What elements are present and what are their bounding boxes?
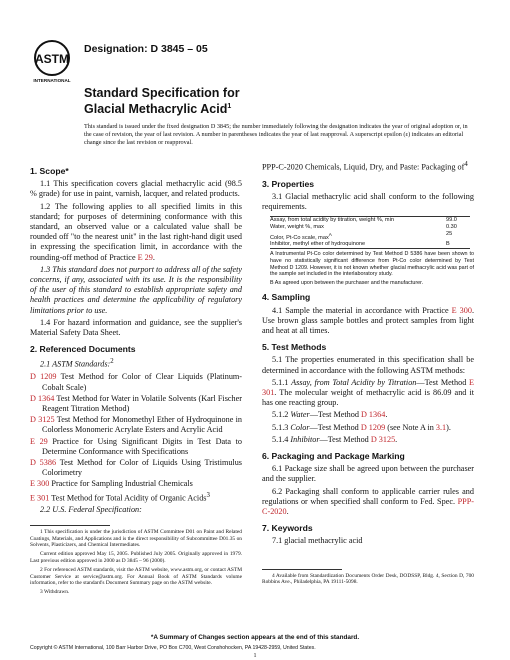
reference-item — [30, 437, 242, 457]
scope-1-3: 1.3 This standard does not purport to address all of the safety concerns, if any, associated with its use. It is the responsibility of the user of this standard to establish appropriate safety and health practices and determine the applicability of regulatory limitations prior to use. — [30, 264, 242, 315]
reference-item — [30, 394, 242, 414]
link-section-3-1[interactable]: 3.1 — [435, 422, 447, 432]
methods-5-1-2: 5.1.2 Water—Test Method D 1364. — [272, 410, 388, 420]
reference-link[interactable]: D 1364 — [30, 393, 55, 403]
properties-heading: 3. Properties — [262, 178, 315, 189]
requirements-table — [270, 216, 470, 250]
test-methods-heading: 5. Test Methods — [262, 342, 327, 353]
svg-text:ASTM: ASTM — [35, 52, 69, 66]
sampling-4-1: 4.1 Sample the material in accordance with Practice E 300. Use brown glass sample bottles and protect samples from light and heat at all times. — [262, 305, 474, 335]
reference-title: Test Method for Total Acidity of Organic Acids — [51, 493, 207, 503]
packaging-6-2: 6.2 Packaging shall conform to applicable carrier rules and regulations or when specified shall conform to Fed. Spec. PPP-C-2020. — [262, 486, 474, 517]
footnote-1: 1 This specification is under the jurisdiction of ASTM Committee D01 on Paint and Related Coatings, Materials, and Applications and is the direct responsibility of Subcommittee D01.35 on Solvents, Plasticizers, and Chemical Intermediates. — [30, 528, 242, 549]
reference-link[interactable]: E 300 — [30, 479, 50, 489]
title-footnote-ref: 1 — [227, 103, 232, 110]
footnote-2: 2 For referenced ASTM standards, visit the ASTM website, www.astm.org, or contact ASTM Customer Service at service@astm.org. For Annual Book of ASTM Standards volume information, refer to the standard's Document Summary page on the ASTM website. — [30, 566, 242, 587]
link-d3125[interactable]: D 3125 — [370, 434, 396, 444]
astm-logo — [30, 38, 74, 84]
intro-note: This standard is issued under the fixed designation D 3845; the number immediately following the designation indicates the year of original adoption or, in the case of revision, the year of last revision. A number in parentheses indicates the year of last reapproval. A superscript epsilon (ε) indicates an editorial change since the last revision or reapproval. — [84, 123, 468, 146]
left-column — [30, 160, 242, 598]
methods-5-1-4: 5.1.4 Inhibitor—Test Method D 3125. — [272, 434, 398, 444]
table-row: Water, weight %, max 0.30 — [270, 223, 457, 230]
reference-title: Test Method for Water in Volatile Solvents (Karl Fischer Reagent Titration Method) — [42, 393, 242, 413]
footnote-divider — [262, 569, 342, 570]
document-title — [84, 86, 240, 116]
table-note-b: B As agreed upon between the purchaser and the manufacturer. — [270, 279, 424, 286]
table-note-a: A Instrumental Pt-Co color determined by Test Method D 5386 have been shown to have no statistically significant difference from Pt-Co color determined by Test Method D 1209. However, it is not known whether glacial methacrylic acid was part of the sample set included in the interlaboratory study. — [270, 251, 474, 278]
reference-item — [30, 372, 242, 392]
sampling-heading: 4. Sampling — [262, 292, 311, 303]
scope-1-2: 1.2 The following applies to all specified limits in this standard; for purposes of determining conformance with this standard, an observed value or a calculated value shall be rounded off "to the nearest unit" in the last right-hand digit used in expressing the specification limit, in accordance with the rounding-off method of Practice E 29. — [30, 201, 242, 262]
footnote-ref: 3 — [206, 491, 210, 499]
link-e301[interactable]: E 301 — [262, 377, 475, 397]
footnote-3: 3 Withdrawn. — [40, 589, 70, 596]
reference-title: Test Method for Color of Clear Liquids (Platinum-Cobalt Scale) — [42, 372, 243, 392]
refs-2-2: 2.2 U.S. Federal Specification: — [40, 504, 142, 514]
methods-5-1: 5.1 The properties enumerated in this specification shall be determined in accordance with the following ASTM methods: — [262, 355, 474, 375]
keywords-7-1: 7.1 glacial methacrylic acid — [272, 536, 363, 546]
methods-5-1-1: 5.1.1 Assay, from Total Acidity by Titration—Test Method E 301. The molecular weight of methacrylic acid is 86.09 and it has one reacting group. — [262, 377, 475, 408]
packaging-heading: 6. Packaging and Package Marking — [262, 451, 405, 462]
reference-item — [30, 479, 242, 489]
table-row: Color, Pt-Co scale, $\max^A$ 25 — [270, 230, 453, 241]
reference-link[interactable]: D 1209 — [30, 372, 57, 382]
title-line-1: Standard Specification for — [84, 86, 240, 100]
page-number: 1 — [253, 653, 257, 659]
reference-link[interactable]: E 301 — [30, 493, 50, 503]
reference-title: Test Method for Color of Liquids Using Tristimulus Colorimetry — [42, 458, 242, 478]
keywords-heading: 7. Keywords — [262, 523, 313, 534]
reference-title: Practice for Sampling Industrial Chemicals — [51, 479, 193, 489]
reference-link[interactable]: D 3125 — [30, 415, 55, 425]
summary-of-changes-note: *A Summary of Changes section appears at the end of this standard. — [150, 634, 360, 641]
link-d1364[interactable]: D 1364 — [360, 410, 386, 420]
link-e300[interactable]: E 300 — [451, 305, 472, 315]
reference-item — [30, 458, 242, 478]
footnote-divider — [30, 525, 110, 526]
link-d1209[interactable]: D 1209 — [360, 422, 386, 432]
reference-list — [30, 372, 242, 503]
designation: Designation: D 3845 – 05 — [84, 43, 208, 55]
reference-title: Practice for Using Significant Digits in Test Data to Determine Conformance with Specifications — [42, 436, 242, 456]
title-line-2: Glacial Methacrylic Acid — [84, 102, 228, 117]
svg-text:INTERNATIONAL: INTERNATIONAL — [33, 78, 71, 83]
refs-heading: 2. Referenced Documents — [30, 344, 136, 355]
footnote-1-edition: Current edition approved May 15, 2005. Published July 2005. Originally approved in 1979. Last previous edition approved in 2000 as D 3845 – 96 (2000). — [30, 551, 242, 564]
reference-item — [30, 491, 242, 504]
copyright: Copyright © ASTM International, 100 Barr Harbor Drive, PO Box C700, West Conshohocken, PA 19428-2959, United States. — [30, 645, 316, 651]
table-row: Assay, from total acidity by titration, weight %, min 99.0 — [270, 216, 457, 223]
scope-1-1: 1.1 This specification covers glacial methacrylic acid (98.5 % grade) for use in paint, varnish, lacquer, and related products. — [30, 179, 242, 199]
table-row: Inhibitor, methyl ether of hydroquinone B — [270, 241, 450, 248]
reference-link[interactable]: E 29 — [30, 436, 48, 446]
link-ppp-c-2020[interactable]: PPP-C-2020 — [262, 496, 474, 517]
link-e29[interactable]: E 29 — [137, 252, 153, 262]
reference-link[interactable]: D 5386 — [30, 458, 57, 468]
reference-title: Test Method for Monomethyl Ether of Hydroquinone in Colorless Monomeric Acrylate Esters and Acrylic Acid — [42, 415, 243, 435]
fed-spec-continuation: PPP-C-2020 Chemicals, Liquid, Dry, and Paste: Packaging $of^4$ — [262, 161, 468, 172]
methods-5-1-3: 5.1.3 Color—Test Method D 1209 (see Note A in 3.1). — [272, 422, 451, 432]
right-column — [262, 160, 474, 588]
reference-item — [30, 415, 242, 435]
properties-3-1: 3.1 Glacial methacrylic acid shall conform to the following requirements. — [262, 192, 474, 212]
refs-2-1: 2.1 ASTM Standards:$^2$ — [40, 358, 114, 370]
scope-heading: 1. Scope* — [30, 166, 69, 176]
scope-1-4: 1.4 For hazard information and guidance, see the supplier's Material Safety Data Sheet. — [30, 317, 242, 338]
footnote-4: 4 Available from Standardization Documents Order Desk, DODSSP, Bldg. 4, Section D, 700 Robbins Ave., Philadelphia, PA 19111-5098. — [262, 572, 474, 586]
packaging-6-1: 6.1 Package size shall be agreed upon between the purchaser and the supplier. — [262, 464, 474, 484]
